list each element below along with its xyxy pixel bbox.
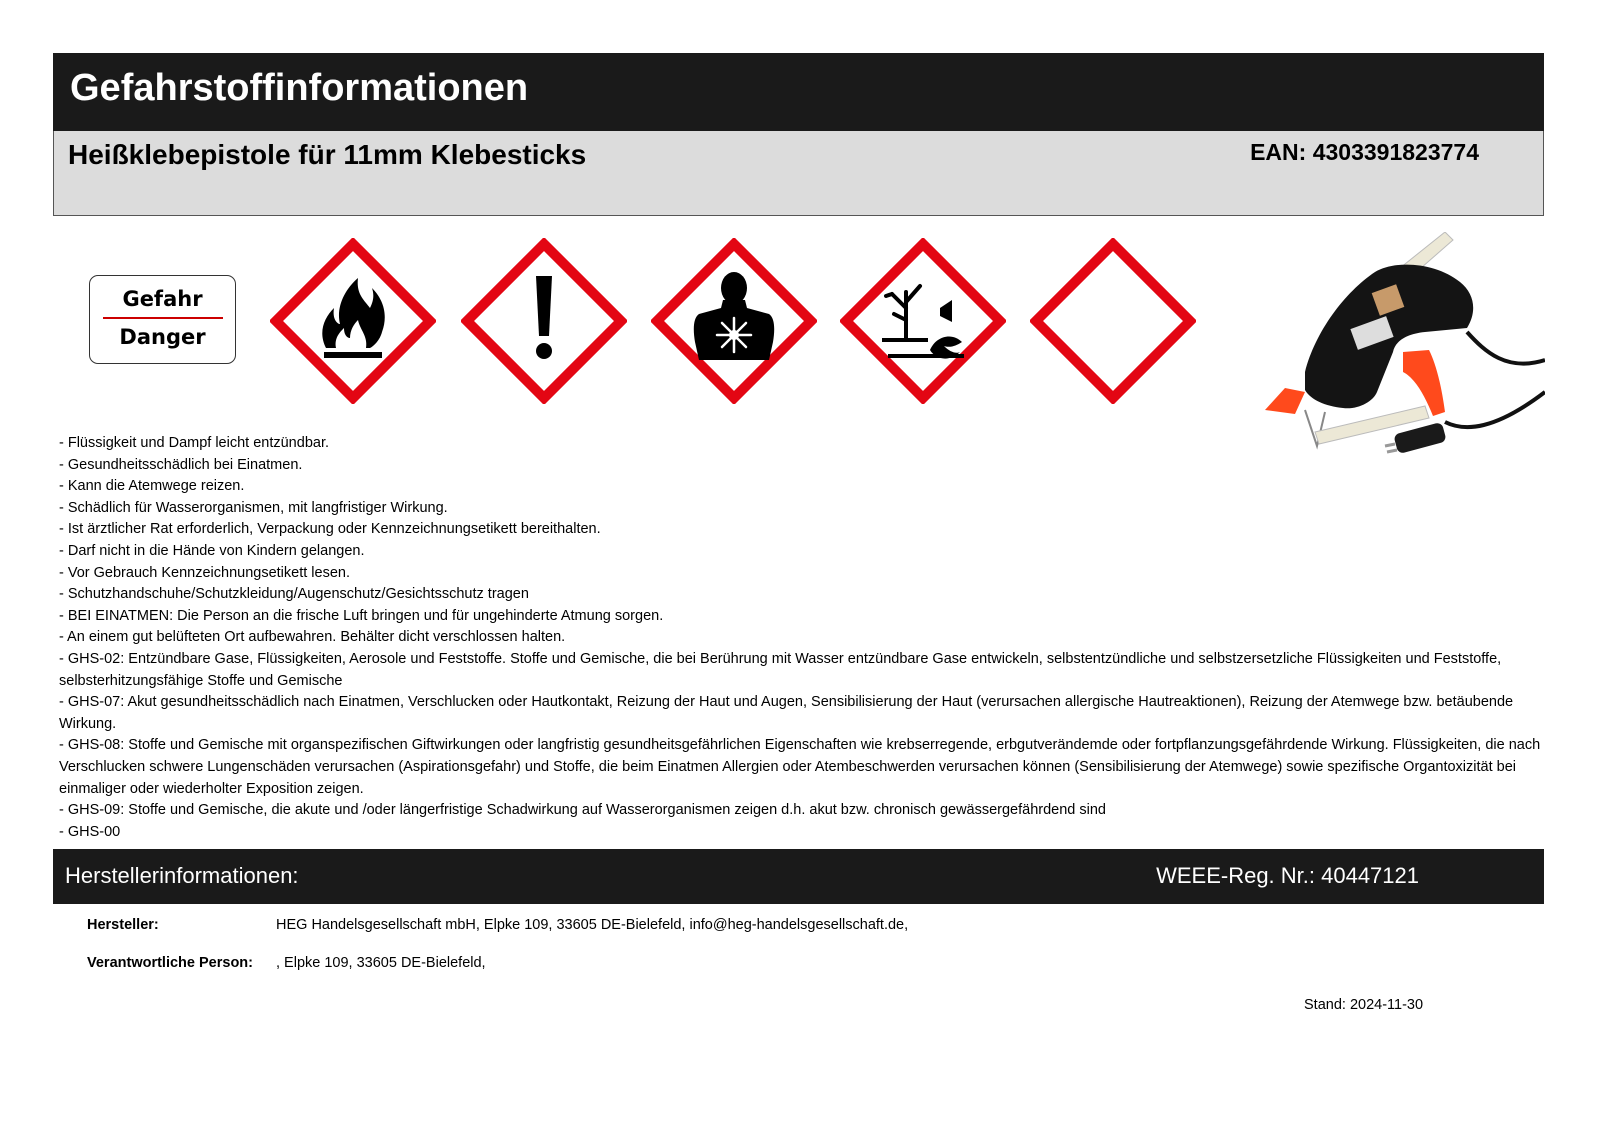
statement-item: - Schutzhandschuhe/Schutzkleidung/Augenschutz/Gesichtsschutz tragen bbox=[59, 586, 529, 603]
statement-item: - Ist ärztlicher Rat erforderlich, Verpackung oder Kennzeichnungsetikett bereithalten. bbox=[59, 521, 601, 538]
manufacturer-value: HEG Handelsgesellschaft mbH, Elpke 109, 33605 DE-Bielefeld, info@heg-handelsgesellschaft.de, bbox=[276, 917, 909, 933]
health-hazard-pictogram-icon bbox=[651, 238, 817, 404]
environment-pictogram-icon bbox=[840, 238, 1006, 404]
stand-date: Stand: 2024-11-30 bbox=[1304, 997, 1424, 1013]
responsible-person-label: Verantwortliche Person: bbox=[87, 955, 253, 971]
statement-item: - GHS-08: Stoffe und Gemische mit organspezifischen Giftwirkungen oder langfristig gesundheitsgefährlichen Eigenschaften wie krebserregende, erbgutverändemde oder fortpflanzungsgefährdende Wirkung. Flüssigkeiten, die nach Verschlucken schwere Lungenschäden verursachen (Aspirationsgefahr) und Stoffe, die beim Einatmen Allergien oder Atembeschwerden verursachen können (Sensibilisierung der Atemwege) sowie spezifische Organtoxizität bei einmaliger oder wiederholter Exposition zeigen. bbox=[59, 737, 1541, 797]
page-title: Gefahrstoffinformationen bbox=[70, 67, 529, 109]
statement-item: - Schädlich für Wasserorganismen, mit langfristiger Wirkung. bbox=[59, 499, 448, 516]
statement-item: - Gesundheitsschädlich bei Einatmen. bbox=[59, 456, 303, 473]
responsible-person-value: , Elpke 109, 33605 DE-Bielefeld, bbox=[276, 955, 486, 971]
statement-item: - GHS-09: Stoffe und Gemische, die akute und /oder längerfristige Schadwirkung auf Wasserorganismen zeigen d.h. akut bzw. chronisch gewässergefährdend sind bbox=[59, 802, 1106, 819]
weee-number: WEEE-Reg. Nr.: 40447121 bbox=[1156, 863, 1419, 888]
signal-word-box bbox=[89, 275, 236, 364]
manufacturer-header bbox=[53, 849, 1544, 904]
statement-item: - GHS-00 bbox=[59, 823, 121, 840]
manufacturer-label: Hersteller: bbox=[87, 917, 159, 933]
signal-word-de: Gefahr bbox=[122, 287, 203, 311]
hazard-statements-list bbox=[59, 433, 1549, 843]
statement-item: - An einem gut belüfteten Ort aufbewahren. Behälter dicht verschlossen halten. bbox=[59, 629, 566, 646]
manufacturer-title: Herstellerinformationen: bbox=[65, 863, 299, 888]
empty-pictogram-icon bbox=[1030, 238, 1196, 404]
ean-number: EAN: 4303391823774 bbox=[1250, 139, 1479, 165]
statement-item: - Darf nicht in die Hände von Kindern gelangen. bbox=[59, 542, 365, 559]
signal-word-en: Danger bbox=[119, 325, 206, 349]
statement-item: - BEI EINATMEN: Die Person an die frische Luft bringen und für ungehinderte Atmung sorgen. bbox=[59, 607, 664, 624]
product-name: Heißklebepistole für 11mm Klebesticks bbox=[68, 139, 587, 170]
page-header bbox=[53, 53, 1544, 131]
exclamation-mark-pictogram-icon bbox=[461, 238, 627, 404]
product-bar bbox=[53, 131, 1544, 216]
flame-pictogram-icon bbox=[270, 238, 436, 404]
statement-item: - Kann die Atemwege reizen. bbox=[59, 478, 245, 495]
statement-item: - GHS-02: Entzündbare Gase, Flüssigkeiten, Aerosole und Feststoffe. Stoffe und Gemische, die bei Berührung mit Wasser entzündbare Gase entwickeln, selbstentzündliche und selbstzersetzliche Flüssigkeiten und Feststoffe, selbsterhitzungsfähige Stoffe und Gemische bbox=[59, 650, 1502, 689]
glue-gun-image bbox=[1245, 232, 1545, 462]
statement-item: - Vor Gebrauch Kennzeichnungsetikett lesen. bbox=[59, 564, 350, 581]
statement-item: - Flüssigkeit und Dampf leicht entzündbar. bbox=[59, 435, 329, 451]
statement-item: - GHS-07: Akut gesundheitsschädlich nach Einatmen, Verschlucken oder Hautkontakt, Reizung der Haut und Augen, Sensibilisierung der Haut (verursachen allergische Hautreaktionen), Reizung der Atemwege bzw. betäubende Wirkung. bbox=[59, 694, 1514, 732]
signal-word-divider bbox=[103, 317, 223, 319]
